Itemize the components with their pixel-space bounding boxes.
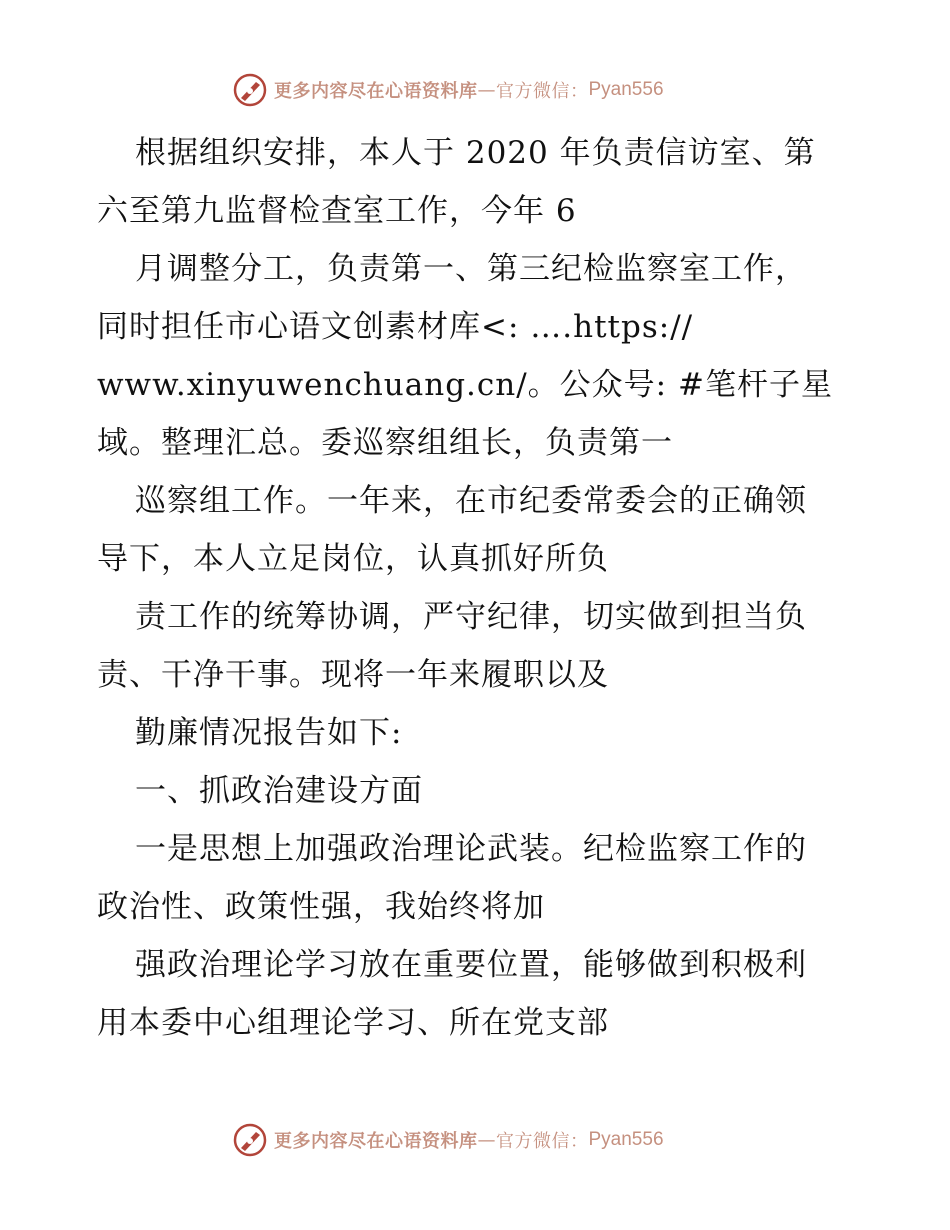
watermark-wechat-label: 官方微信： [496, 81, 589, 102]
watermark-dash: — [477, 1129, 496, 1151]
text-line: 根据组织安排，本人于 2020 年负责信访室、第 [135, 135, 816, 171]
text-line: 责工作的统筹协调，严守纪律，切实做到担当负 [135, 599, 807, 635]
watermark-header [232, 72, 664, 108]
text-line: 用本委中心组理论学习、所在党支部 [97, 1005, 609, 1041]
text-line: 导下，本人立足岗位，认真抓好所负 [97, 541, 609, 577]
watermark-footer [232, 1122, 664, 1158]
text-line: 政治性、政策性强，我始终将加 [97, 889, 545, 925]
text-line: 同时担任市心语文创素材库<: ….https:// [97, 309, 694, 345]
text-line: www.xinyuwenchuang.cn/。公众号: #笔杆子星 [97, 367, 833, 403]
section-heading: 一、抓政治建设方面 [135, 773, 423, 809]
document-body [97, 124, 857, 1052]
watermark-text: 更多内容尽在心语资料库 [274, 81, 478, 102]
watermark-wechat-id: Pyan556 [588, 79, 664, 100]
watermark-wechat-id: Pyan556 [588, 1129, 664, 1150]
pen-logo-icon [232, 72, 268, 108]
watermark-text: 更多内容尽在心语资料库 [274, 1131, 478, 1152]
text-line: 一是思想上加强政治理论武装。纪检监察工作的 [135, 831, 807, 867]
text-line: 强政治理论学习放在重要位置，能够做到积极利 [135, 947, 807, 983]
text-line: 月调整分工，负责第一、第三纪检监察室工作， [135, 251, 807, 287]
text-line: 六至第九监督检查室工作，今年 6 [97, 193, 577, 229]
watermark-dash: — [477, 79, 496, 101]
pen-logo-icon [232, 1122, 268, 1158]
watermark-wechat-label: 官方微信： [496, 1131, 589, 1152]
text-line: 责、干净干事。现将一年来履职以及 [97, 657, 609, 693]
text-line: 勤廉情况报告如下: [135, 715, 403, 751]
text-line: 域。整理汇总。委巡察组组长，负责第一 [97, 425, 673, 461]
text-line: 巡察组工作。一年来，在市纪委常委会的正确领 [135, 483, 807, 519]
